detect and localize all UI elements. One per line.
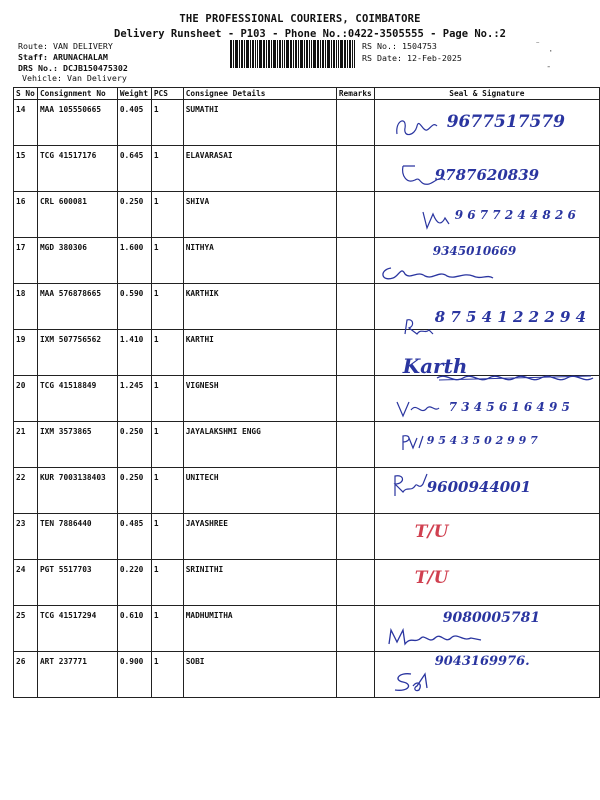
table-row [14, 560, 600, 606]
cell-consignment: CRL 600081 [37, 192, 117, 238]
cell-consignment: TEN 7886440 [37, 514, 117, 560]
cell-consignment: TCG 41517176 [37, 146, 117, 192]
cell-consignee: VIGNESH [183, 376, 336, 422]
cell-sno: 18 [14, 284, 38, 330]
cell-consignee: SOBI [183, 652, 336, 698]
signature-scribble [419, 208, 453, 232]
cell-consignment: IXM 3573865 [37, 422, 117, 468]
cell-consignee: SRINITHI [183, 560, 336, 606]
cell-pcs: 1 [151, 560, 183, 606]
cell-sno: 22 [14, 468, 38, 514]
cell-sno: 16 [14, 192, 38, 238]
cell-consignment: MAA 105550665 [37, 100, 117, 146]
cell-consignment: KUR 7003138403 [37, 468, 117, 514]
cell-consignee: JAYASHREE [183, 514, 336, 560]
handwritten-phone: 9677517579 [446, 112, 566, 132]
signature-scribble [399, 432, 427, 452]
cell-signature [374, 146, 599, 192]
cell-sno: 24 [14, 560, 38, 606]
cell-weight: 0.250 [117, 468, 151, 514]
cell-pcs: 1 [151, 652, 183, 698]
cell-remarks [336, 514, 374, 560]
handwritten-name: Karth [402, 354, 468, 378]
drs-label: DRS No.: DCJB150475302 [18, 63, 128, 73]
handwritten-phone: 9 5 4 3 5 0 2 9 9 7 [426, 434, 538, 447]
column-header-pcs: PCS [151, 88, 183, 100]
cell-consignment: TCG 41518849 [37, 376, 117, 422]
runsheet-table [13, 87, 600, 698]
signature-scribble [377, 260, 497, 284]
scratch-out-scribble [435, 370, 595, 386]
scan-speck: ⁻ [535, 40, 541, 50]
cell-consignment: MAA 576878665 [37, 284, 117, 330]
scan-speck: · [548, 47, 554, 57]
cell-signature [374, 468, 599, 514]
cell-pcs: 1 [151, 330, 183, 376]
cell-remarks [336, 376, 374, 422]
cell-signature [374, 560, 599, 606]
table-row [14, 652, 600, 698]
cell-pcs: 1 [151, 468, 183, 514]
cell-weight: 0.405 [117, 100, 151, 146]
cell-signature [374, 606, 599, 652]
table-row [14, 146, 600, 192]
cell-remarks [336, 560, 374, 606]
cell-pcs: 1 [151, 100, 183, 146]
signature-scribble [393, 398, 441, 420]
cell-sno: 19 [14, 330, 38, 376]
cell-weight: 0.220 [117, 560, 151, 606]
cell-consignee: ELAVARASAI [183, 146, 336, 192]
handwritten-phone: 9080005781 [442, 610, 541, 626]
table-row [14, 330, 600, 376]
cell-remarks [336, 192, 374, 238]
signature-scribble [391, 472, 431, 498]
cell-consignment: TCG 41517294 [37, 606, 117, 652]
handwritten-phone: 9345010669 [432, 244, 517, 258]
table-header-row [14, 88, 600, 100]
cell-remarks [336, 606, 374, 652]
cell-signature [374, 192, 599, 238]
staff-label: Staff: ARUNACHALAM [18, 52, 108, 62]
column-header-weight: Weight [117, 88, 151, 100]
cell-signature [374, 100, 599, 146]
cell-sno: 23 [14, 514, 38, 560]
cell-pcs: 1 [151, 514, 183, 560]
cell-remarks [336, 284, 374, 330]
cell-pcs: 1 [151, 376, 183, 422]
cell-weight: 0.645 [117, 146, 151, 192]
column-header-signature: Seal & Signature [374, 88, 599, 100]
cell-sno: 26 [14, 652, 38, 698]
cell-sno: 14 [14, 100, 38, 146]
signature-scribble [401, 314, 437, 338]
handwritten-phone: 9 6 7 7 2 4 4 8 2 6 [454, 208, 576, 222]
cell-signature [374, 354, 599, 422]
cell-pcs: 1 [151, 606, 183, 652]
cell-sno: 20 [14, 376, 38, 422]
vehicle-label: Vehicle: Van Delivery [22, 73, 127, 83]
runsheet-subtitle: Delivery Runsheet - P103 - Phone No.:0422-3505555 - Page No.:2 [114, 28, 506, 40]
handwritten-remark: T/U [414, 568, 449, 588]
table-row [14, 468, 600, 514]
cell-consignment: PGT 5517703 [37, 560, 117, 606]
cell-weight: 0.250 [117, 422, 151, 468]
cell-sno: 25 [14, 606, 38, 652]
table-row [14, 606, 600, 652]
cell-consignment: ART 237771 [37, 652, 117, 698]
cell-pcs: 1 [151, 146, 183, 192]
cell-consignee: SUMATHI [183, 100, 336, 146]
table-row [14, 376, 600, 422]
handwritten-phone: 9787620839 [434, 166, 540, 184]
cell-weight: 0.250 [117, 192, 151, 238]
cell-signature [374, 422, 599, 468]
cell-consignee: UNITECH [183, 468, 336, 514]
cell-consignee: SHIVA [183, 192, 336, 238]
cell-pcs: 1 [151, 422, 183, 468]
cell-weight: 0.590 [117, 284, 151, 330]
cell-signature [374, 514, 599, 560]
cell-weight: 1.600 [117, 238, 151, 284]
signature-scribble [385, 626, 485, 648]
document-title: THE PROFESSIONAL COURIERS, COIMBATORE [179, 13, 421, 25]
cell-consignee: KARTHIK [183, 284, 336, 330]
cell-sno: 21 [14, 422, 38, 468]
table-row [14, 514, 600, 560]
signature-scribble [389, 670, 435, 694]
handwritten-phone: 7 3 4 5 6 1 6 4 9 5 [448, 400, 570, 414]
table-row [14, 238, 600, 284]
cell-consignee: JAYALAKSHMI ENGG [183, 422, 336, 468]
handwritten-phone: 8 7 5 4 1 2 2 2 9 4 [434, 308, 587, 326]
cell-consignment: MGD 380306 [37, 238, 117, 284]
cell-signature [374, 238, 599, 284]
cell-consignment: IXM 507756562 [37, 330, 117, 376]
rs-number: RS No.: 1504753 [362, 41, 437, 51]
handwritten-phone: 9600944001 [426, 478, 532, 496]
route-label: Route: VAN DELIVERY [18, 41, 113, 51]
cell-weight: 0.485 [117, 514, 151, 560]
cell-weight: 0.900 [117, 652, 151, 698]
handwritten-remark: T/U [414, 522, 449, 542]
column-header-remarks: Remarks [336, 88, 374, 100]
cell-remarks [336, 330, 374, 376]
table-row [14, 100, 600, 146]
scan-speck: - [546, 62, 552, 72]
cell-pcs: 1 [151, 284, 183, 330]
handwritten-phone: 9043169976. [434, 654, 530, 669]
cell-weight: 1.410 [117, 330, 151, 376]
cell-pcs: 1 [151, 192, 183, 238]
table-row [14, 192, 600, 238]
column-header-sno: S No [14, 88, 38, 100]
cell-sno: 15 [14, 146, 38, 192]
cell-remarks [336, 652, 374, 698]
cell-remarks [336, 146, 374, 192]
cell-remarks [336, 422, 374, 468]
cell-remarks [336, 238, 374, 284]
cell-consignee: NITHYA [183, 238, 336, 284]
rs-date: RS Date: 12-Feb-2025 [362, 53, 462, 63]
cell-sno: 17 [14, 238, 38, 284]
cell-pcs: 1 [151, 238, 183, 284]
column-header-consignee: Consignee Details [183, 88, 336, 100]
table-row [14, 422, 600, 468]
cell-signature [374, 652, 599, 698]
cell-consignee: KARTHI [183, 330, 336, 376]
cell-remarks [336, 100, 374, 146]
cell-remarks [336, 468, 374, 514]
cell-weight: 0.610 [117, 606, 151, 652]
signature-scribble [393, 114, 445, 140]
barcode-image [230, 40, 355, 68]
cell-consignee: MADHUMITHA [183, 606, 336, 652]
cell-weight: 1.245 [117, 376, 151, 422]
column-header-consignment: Consignment No [37, 88, 117, 100]
